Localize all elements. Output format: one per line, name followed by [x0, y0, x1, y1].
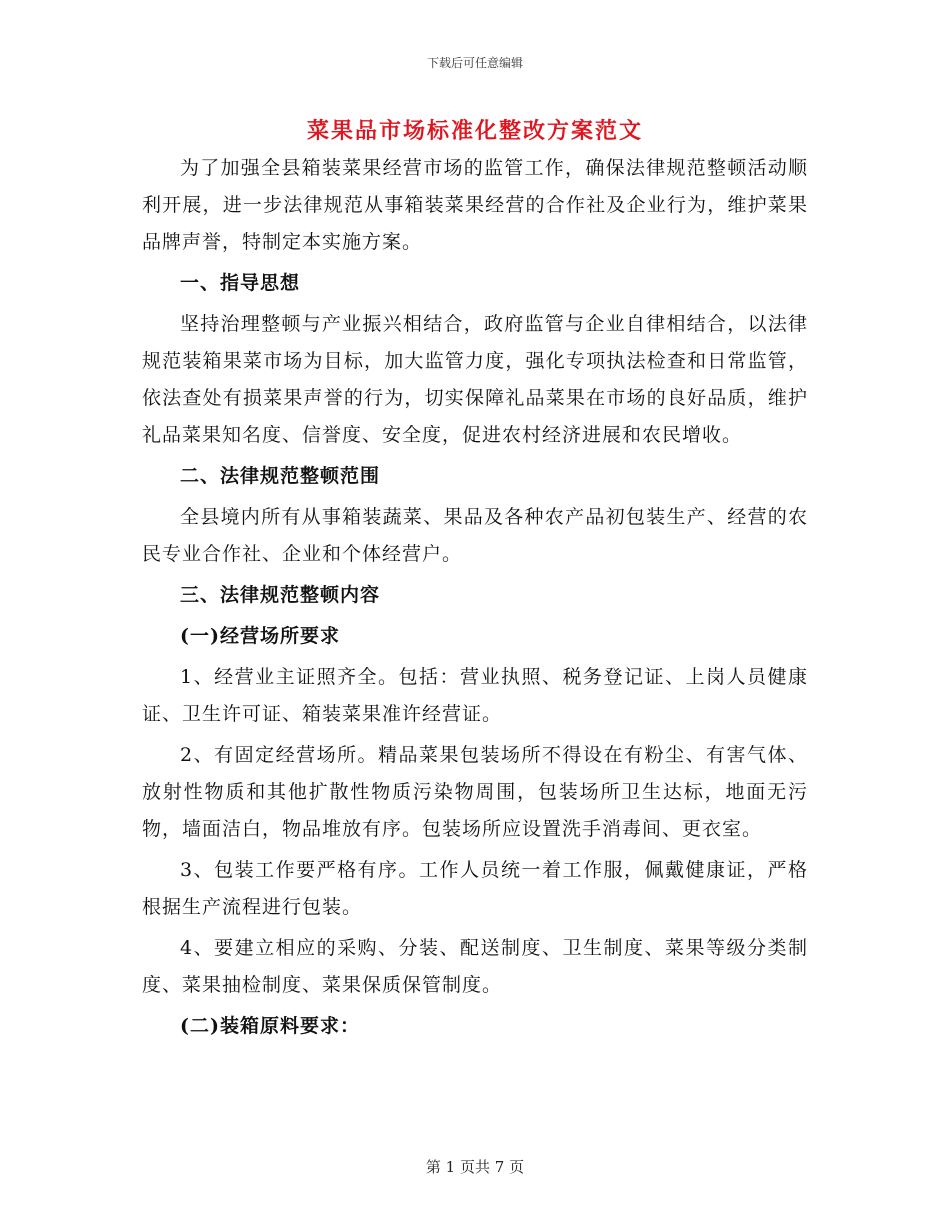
- list-item: 4、要建立相应的采购、分装、配送制度、卫生制度、菜果等级分类制度、菜果抽检制度、菜果保质保管制度。: [142, 937, 808, 996]
- list-item: 2、有固定经营场所。精品菜果包装场所不得设在有粉尘、有害气体、放射性物质和其他扩散性物质污染物周围，包装场所卫生达标，地面无污物，墙面洁白，物品堆放有序。包装场所应设置洗手消毒间、更衣室。: [142, 744, 808, 840]
- section-2-body: 全县境内所有从事箱装蔬菜、果品及各种农产品初包装生产、经营的农民专业合作社、企业和个体经营户。: [142, 506, 808, 565]
- section-1-heading: 一、指导思想: [180, 272, 301, 294]
- subsection-2-heading: (二)装箱原料要求：: [180, 1015, 360, 1037]
- list-item: 3、包装工作要严格有序。工作人员统一着工作服，佩戴健康证，严格根据生产流程进行包装。: [142, 859, 808, 918]
- subsection-1-heading: (一)经营场所要求: [180, 625, 340, 647]
- document-body: [142, 150, 808, 1045]
- header-note: 下载后可任意编辑: [426, 56, 523, 70]
- document-title: 菜果品市场标准化整改方案范文: [306, 118, 643, 144]
- list-item: 1、经营业主证照齐全。包括：营业执照、税务登记证、上岗人员健康证、卫生许可证、箱装菜果准许经营证。: [142, 666, 808, 725]
- page-footer: 第 1 页共 7 页: [425, 1158, 525, 1176]
- section-1-body: 坚持治理整顿与产业振兴相结合，政府监管与企业自律相结合，以法律规范装箱果菜市场为目标，加大监管力度，强化专项执法检查和日常监管，依法查处有损菜果声誉的行为，切实保障礼品菜果在市场的良好品质，维护礼品菜果知名度、信誉度、安全度，促进农村经济进展和农民增收。: [142, 313, 808, 446]
- section-2-heading: 二、法律规范整顿范围: [180, 465, 381, 487]
- intro-paragraph: 为了加强全县箱装菜果经营市场的监管工作，确保法律规范整顿活动顺利开展，进一步法律规范从事箱装菜果经营的合作社及企业行为，维护菜果品牌声誉，特制定本实施方案。: [142, 157, 808, 253]
- section-3-heading: 三、法律规范整顿内容: [180, 584, 381, 606]
